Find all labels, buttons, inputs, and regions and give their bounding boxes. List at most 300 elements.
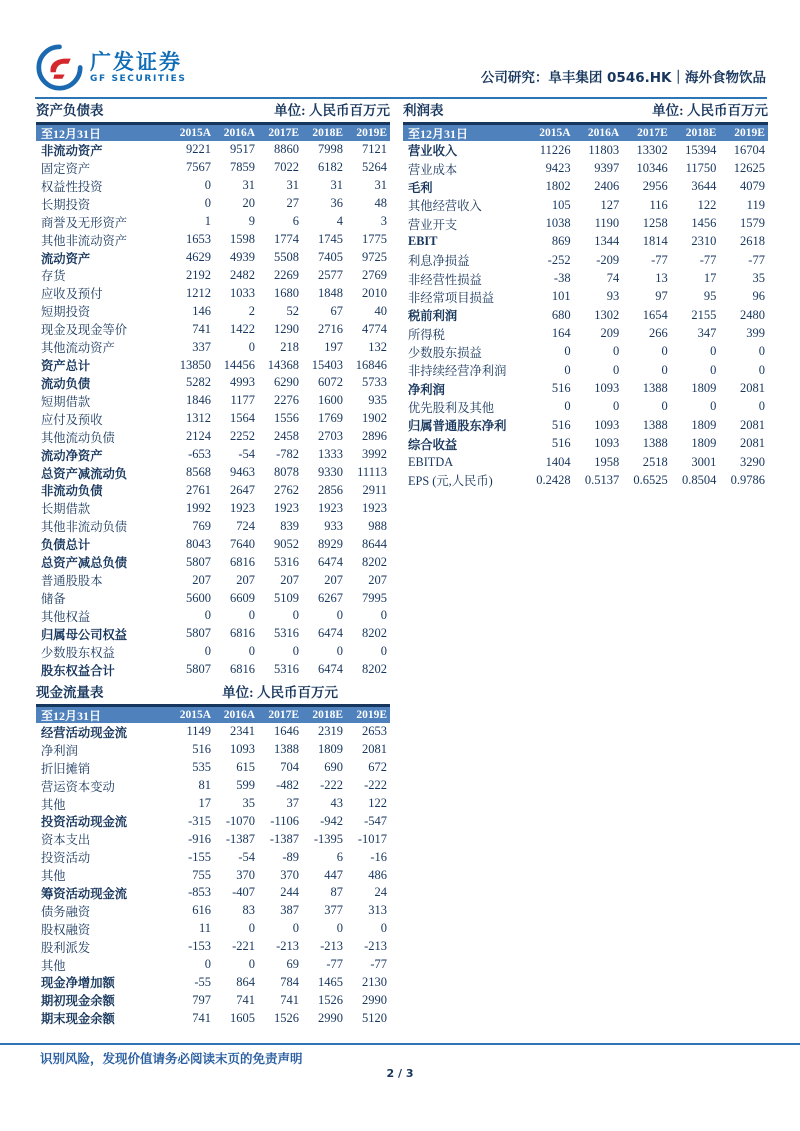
row-value: -77 [651,252,668,267]
row-value: 2081 [362,742,387,757]
row-value: 1848 [318,285,343,300]
row-value: 1465 [318,974,343,989]
row-label: 投资活动现金流 [41,815,128,830]
row-value: 599 [236,778,255,793]
row-value: 2081 [739,381,765,396]
row-value: 516 [192,742,211,757]
row-value: 0 [380,644,387,659]
row-value: 8644 [362,536,387,551]
row-value: -213 [320,939,343,954]
row-label: 投资活动 [41,851,91,866]
row-value: -547 [364,813,387,828]
row-value: -407 [232,885,255,900]
table-row [36,759,390,777]
row-value: 14368 [267,357,299,372]
row-value: 1422 [230,321,255,336]
row-value: 43 [330,796,343,810]
footer-divider [0,1043,800,1045]
row-value: -1070 [225,813,255,828]
row-value: 387 [280,903,299,918]
date-header-cell: 至12月31日 [408,126,469,141]
row-label: 优先股利及其他 [408,400,495,415]
table-row [36,741,390,759]
row-value: 2856 [318,482,343,497]
row-value: 2252 [230,429,255,444]
row-value: 11750 [685,161,717,176]
row-label: 其他流动资产 [41,341,115,356]
row-label: 非经营性损益 [408,272,482,287]
row-label: 其他流动负债 [41,430,115,445]
row-value: 377 [324,903,343,918]
row-value: 6182 [318,160,343,175]
row-value: 337 [192,339,211,354]
row-value: 74 [606,271,620,286]
row-value: 96 [752,289,765,304]
row-value: 2618 [739,234,765,249]
row-value: 8043 [186,536,211,551]
row-label: 资产总计 [41,359,91,374]
row-value: -1106 [270,813,299,828]
row-value: 0 [336,608,343,623]
row-value: -1387 [225,831,255,846]
table-row [403,196,768,214]
table-row [36,795,390,813]
row-value: 3644 [691,179,717,194]
row-value: 2703 [318,429,343,444]
row-value: 988 [368,518,387,533]
row-value: 11226 [539,142,571,157]
row-value: 0 [204,196,211,211]
row-label: 期末现金余额 [41,1012,115,1027]
row-label: 长期投资 [41,197,91,212]
row-value: 2518 [642,454,668,469]
row-value: 7640 [230,536,255,551]
row-value: 97 [655,289,668,304]
row-value: 0 [661,344,668,359]
table-row [36,777,390,795]
row-value: -916 [188,831,211,846]
row-value: 5807 [186,626,211,641]
row-value: 1605 [230,1010,255,1025]
row-value: 81 [198,778,211,793]
row-value: 4939 [230,249,255,264]
row-label: 其他 [41,869,66,884]
row-value: 7121 [362,142,387,157]
table-row [403,471,768,489]
row-value: 0 [248,644,255,659]
table-row [403,453,768,471]
row-label: 总资产减流动负 [41,466,128,481]
row-value: 2081 [739,436,765,451]
row-value: 13 [655,271,668,286]
row-value: 1680 [274,285,299,300]
year-column-header: 2019E [356,127,387,139]
row-value: 31 [330,178,343,193]
row-label: 折旧摊销 [41,761,91,776]
row-value: 9330 [318,465,343,480]
row-value: -853 [188,885,211,900]
row-value: 1526 [274,1010,299,1025]
row-value: 119 [746,197,765,212]
row-value: 5807 [186,662,211,677]
row-value: -315 [188,813,211,828]
row-value: 67 [330,303,343,318]
row-label: 流动净资产 [41,448,103,463]
table-row [403,343,768,361]
row-value: 0 [612,344,620,359]
row-value: -1387 [269,831,299,846]
table-row [403,306,768,324]
row-value: 0 [758,344,765,359]
row-label: 存货 [41,269,66,284]
table-row [403,361,768,379]
row-value: 741 [280,992,299,1007]
row-value: 5316 [274,626,299,641]
row-label: 商誉及无形资产 [41,215,128,230]
row-value: 0 [564,362,571,377]
row-value: 6816 [230,554,255,569]
table-header-row [403,122,768,141]
row-value: 83 [242,903,255,918]
row-value: 8202 [362,554,387,569]
row-value: 1404 [545,454,571,469]
row-value: 2124 [186,429,211,444]
table-row [36,517,390,535]
row-value: 6609 [230,590,255,605]
table-row [36,643,390,661]
table-row [36,607,390,625]
year-column-header: 2015A [179,127,211,139]
table-row [36,374,390,392]
row-value: 266 [649,326,668,341]
table-row [36,284,390,302]
row-value: 1769 [318,411,343,426]
row-value: 0 [248,921,255,936]
row-value: 17 [703,271,717,286]
row-value: 6 [336,849,343,864]
table-row [36,723,390,741]
table-row [36,589,390,607]
row-value: 3001 [691,454,717,469]
row-value: 1149 [186,724,211,739]
row-value: -1017 [357,831,387,846]
row-value: 9221 [186,142,211,157]
row-value: -77 [370,957,387,972]
row-value: 12625 [733,161,765,176]
row-value: 0 [564,344,571,359]
row-value: 1923 [230,500,255,515]
table-row [36,356,390,374]
row-value: 1600 [318,393,343,408]
row-value: 1653 [186,232,211,247]
row-label: 筹资活动现金流 [41,886,128,901]
row-value: 2010 [362,285,387,300]
table-row [36,553,390,571]
row-value: 6072 [318,375,343,390]
row-value: 31 [242,178,255,193]
year-column-header: 2015A [539,127,571,139]
table-row [36,320,390,338]
row-value: 146 [192,303,211,318]
row-value: 16704 [733,142,765,157]
row-value: 0.6525 [633,472,668,487]
row-value: 535 [192,760,211,775]
row-value: 11803 [588,142,620,157]
row-label: 短期借款 [41,394,91,409]
table-row [36,973,390,991]
row-value: 0 [204,957,211,972]
row-value: 27 [286,196,299,211]
row-value: 516 [551,436,571,451]
row-value: 8929 [318,536,343,551]
row-value: 839 [280,518,299,533]
date-header-cell: 至12月31日 [41,126,102,141]
year-column-header: 2016A [587,127,620,139]
table-row [36,848,390,866]
row-value: 122 [368,796,387,810]
table-row [36,571,390,589]
row-value: 680 [551,307,571,322]
row-value: 0 [564,399,571,414]
row-value: 3290 [739,454,765,469]
row-value: 9052 [274,536,299,551]
row-value: 755 [192,867,211,882]
row-value: 741 [236,992,255,1007]
row-label: 普通股股本 [41,574,103,589]
row-label: 固定资产 [41,161,91,176]
row-value: 7995 [362,590,387,605]
row-value: -213 [364,939,387,954]
row-label: 股权融资 [41,922,91,937]
table-row [36,231,390,249]
table-row [403,288,768,306]
row-value: 1579 [739,216,765,231]
row-value: -155 [188,849,211,864]
row-value: 741 [192,1010,211,1025]
row-value: 132 [368,339,387,354]
row-value: 207 [368,572,387,587]
row-value: 2269 [274,267,299,282]
row-label: 储备 [41,592,66,607]
row-value: 11113 [357,465,387,480]
row-value: 2130 [362,974,387,989]
row-value: 13302 [636,142,668,157]
row-value: 1388 [274,742,299,757]
report-breadcrumb: 公司研究：阜丰集团 0546.HK｜海外食物饮品 [480,70,766,86]
row-value: 0 [204,644,211,659]
row-value: 672 [368,760,387,775]
row-value: 784 [280,974,299,989]
row-value: -77 [699,252,717,267]
row-value: 122 [697,197,717,212]
row-value: 2480 [739,307,765,322]
row-label: 毛利 [408,180,433,195]
year-column-header: 2018E [312,709,343,721]
row-value: 6816 [230,626,255,641]
row-value: 1093 [594,436,620,451]
row-value: 0 [380,608,387,623]
row-value: 6816 [230,662,255,677]
row-value: 0 [612,362,620,377]
row-value: 0 [612,399,620,414]
row-value: 0.8504 [682,472,717,487]
row-value: 0 [336,644,343,659]
table-row [403,416,768,434]
table-header-row [36,704,390,723]
row-label: 非流动负债 [41,484,103,499]
row-value: 1388 [642,417,668,432]
row-value: 2192 [186,267,211,282]
row-value: 616 [192,903,211,918]
row-value: 2762 [274,482,299,497]
row-label: 少数股东损益 [408,345,482,360]
unit-label: 单位: 人民币百万元 [652,103,768,118]
row-value: 2761 [186,482,211,497]
row-value: 2716 [318,321,343,336]
row-label: 非流动资产 [41,143,103,158]
year-column-header: 2015A [179,709,211,721]
row-label: 营业成本 [408,162,458,177]
row-value: 1456 [691,216,717,231]
logo-wordmark [90,51,186,84]
row-value: 9725 [362,249,387,264]
row-value: 8568 [186,465,211,480]
row-label: 非经常项目损益 [408,290,495,305]
row-value: 2647 [230,482,255,497]
table-title-bar [403,104,768,122]
table-row [36,213,390,231]
row-label: 综合收益 [408,437,458,452]
row-value: 2769 [362,267,387,282]
row-value: 1177 [230,393,255,408]
row-value: -482 [276,778,299,793]
row-value: 1809 [691,436,717,451]
table-row [403,178,768,196]
logo-name-cn: 广发证券 [90,49,182,74]
row-label: 其他 [41,958,66,973]
row-value: -77 [326,957,343,972]
table-header-row [36,122,390,141]
row-value: 10346 [636,161,668,176]
row-value: 1302 [594,307,620,322]
table-row [36,302,390,320]
row-label: 净利润 [408,382,445,397]
row-label: EBIT [408,234,438,249]
row-value: 1388 [642,381,668,396]
row-value: 36 [330,196,343,211]
row-value: 5316 [274,554,299,569]
gf-securities-logo [36,44,186,91]
table-row [403,233,768,251]
row-value: 935 [368,393,387,408]
row-value: 6474 [318,626,343,641]
row-label: 长期借款 [41,502,91,517]
row-value: 347 [697,326,717,341]
row-value: 8202 [362,662,387,677]
row-value: 724 [236,518,255,533]
row-value: 0 [710,344,717,359]
row-value: 5282 [186,375,211,390]
row-value: 5120 [362,1010,387,1025]
row-value: 207 [192,572,211,587]
row-value: 40 [374,303,387,318]
row-value: 3 [380,214,387,229]
row-value: 218 [280,339,299,354]
row-label: 股东权益合计 [41,663,115,678]
row-value: 1556 [274,411,299,426]
row-value: 1333 [318,447,343,462]
row-value: 2482 [230,267,255,282]
table-row [36,141,390,159]
income-statement-table [403,104,768,490]
row-value: 0 [710,362,717,377]
row-value: 2990 [362,992,387,1007]
row-value: 741 [192,321,211,336]
row-label: 营业收入 [408,144,458,159]
row-value: 1212 [186,285,211,300]
row-value: 516 [551,417,571,432]
gf-logo-icon [36,44,83,91]
row-value: 1745 [318,232,343,247]
row-value: -77 [748,252,765,267]
row-value: 1654 [642,307,668,322]
row-value: 5733 [362,375,387,390]
row-value: 20 [242,196,255,211]
row-value: 0 [661,362,668,377]
row-value: 15394 [685,142,717,157]
row-value: 11 [198,921,211,936]
row-value: 207 [324,572,343,587]
row-value: 370 [236,867,255,882]
row-value: 1774 [274,232,299,247]
row-value: 0 [292,608,299,623]
row-value: 1923 [274,500,299,515]
row-value: 3992 [362,447,387,462]
row-value: 6474 [318,554,343,569]
row-value: 37 [286,796,299,810]
row-value: 864 [236,974,255,989]
row-value: 1093 [230,742,255,757]
row-value: 5600 [186,590,211,605]
row-value: 6474 [318,662,343,677]
row-value: 0 [758,362,765,377]
row-value: 1312 [186,411,211,426]
row-label: 税前利润 [408,309,458,324]
table-row [36,159,390,177]
row-label: 营业开支 [408,217,458,232]
table-row [36,499,390,517]
row-label: 流动资产 [41,251,91,266]
row-value: 0.9786 [730,472,765,487]
row-value: 1093 [594,417,620,432]
row-value: 2653 [362,724,387,739]
row-value: 2341 [230,724,255,739]
row-value: 52 [286,303,299,318]
table-row [36,482,390,500]
row-label: 其他非流动负债 [41,520,128,535]
row-value: 6267 [318,590,343,605]
row-value: 7567 [186,160,211,175]
row-value: 7859 [230,160,255,175]
row-value: -1395 [313,831,343,846]
row-value: 1388 [642,436,668,451]
table-row [36,428,390,446]
table-row [403,324,768,342]
row-value: 1923 [362,500,387,515]
row-value: -89 [282,849,299,864]
row-value: 2310 [691,234,717,249]
row-value: -222 [364,778,387,793]
